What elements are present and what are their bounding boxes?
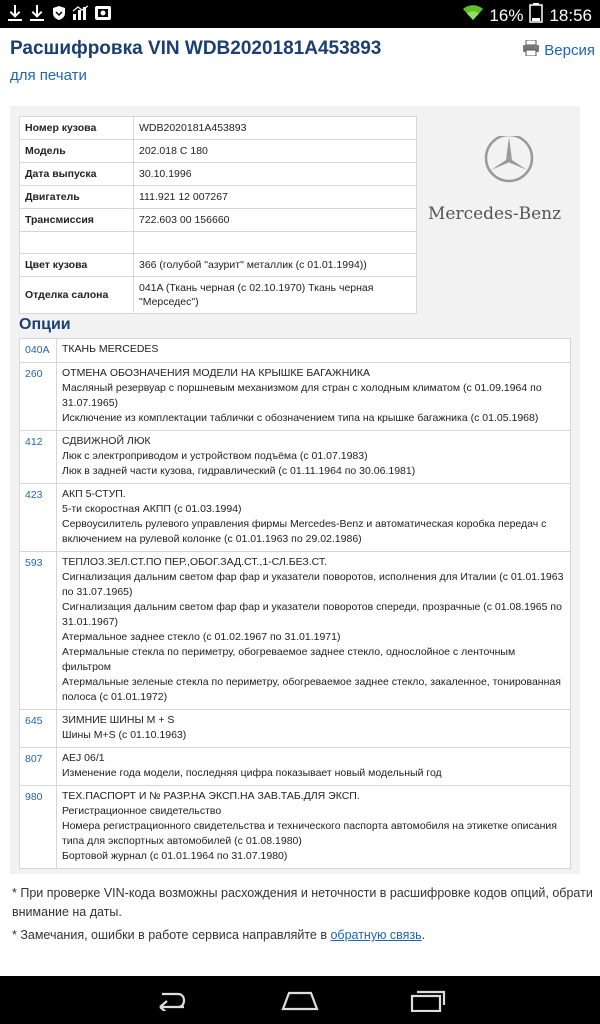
- option-code-link[interactable]: 593: [20, 552, 57, 710]
- option-title: AEJ 06/1: [62, 752, 105, 764]
- option-code-link[interactable]: 423: [20, 484, 57, 552]
- option-code-link[interactable]: 260: [20, 363, 57, 431]
- battery-percent: 16%: [489, 5, 524, 25]
- option-code-link[interactable]: 040A: [20, 339, 57, 363]
- option-detail-line: Сервоусилитель рулевого управления фирмы Mercedes-Benz и автоматическая коробка передач с включением на рулевой колонке (с 01.01.1963 по 29.02.1986): [62, 518, 547, 545]
- option-code-link[interactable]: 412: [20, 431, 57, 484]
- option-description: [57, 748, 571, 786]
- spec-row: [20, 140, 417, 163]
- recent-apps-icon: [410, 988, 446, 1012]
- spec-table: [19, 116, 417, 314]
- screenshot-icon: [94, 4, 112, 22]
- option-row: [20, 552, 571, 710]
- spec-value: 366 (голубой "азурит" металлик (с 01.01.1994)): [134, 254, 417, 277]
- option-detail-line: Изменение года модели, последняя цифра показывает новый модельный год: [62, 767, 442, 779]
- brand-logo-text: Mercedes-Benz: [428, 204, 562, 224]
- spec-value: 111.921 12 007267: [134, 186, 417, 209]
- spec-value: WDB2020181A453893: [134, 117, 417, 140]
- print-version-label-continued[interactable]: для печати: [10, 67, 87, 84]
- shield-icon: [50, 4, 68, 22]
- spec-row: [20, 277, 417, 314]
- option-detail-line: Сигнализация дальним светом фар фар и указатели поворотов, исполнения для Италии (с 01.01.1963 по 31.07.1965): [62, 571, 564, 598]
- option-row: [20, 339, 571, 363]
- option-row: [20, 710, 571, 748]
- feedback-note-text: * Замечания, ошибки в работе сервиса направляйте в: [12, 928, 331, 942]
- option-row: [20, 748, 571, 786]
- option-row: [20, 786, 571, 869]
- spec-row: [20, 209, 417, 232]
- option-row: [20, 431, 571, 484]
- option-description: [57, 363, 571, 431]
- spec-key: Цвет кузова: [20, 254, 134, 277]
- option-detail-line: Номера регистрационного свидетельства и технического паспорта автомобиля на этикетке описания типа для экспортных автомобилей (с 01.08.1980): [62, 820, 557, 847]
- home-button[interactable]: [280, 986, 320, 1014]
- option-detail-line: Регистрационное свидетельство: [62, 805, 222, 817]
- option-detail-line: Исключение из комплектации таблички с обозначением типа на крышке багажника (с 01.05.1968): [62, 412, 539, 424]
- option-row: [20, 484, 571, 552]
- system-tray: [463, 3, 592, 28]
- vin-panel: [10, 106, 580, 874]
- spec-value: 722.603 00 156660: [134, 209, 417, 232]
- clock: 18:56: [549, 5, 592, 25]
- option-detail-line: Люк с электроприводом и устройством подъёма (с 01.07.1983): [62, 450, 368, 462]
- spec-value: [134, 232, 417, 254]
- spec-row: [20, 163, 417, 186]
- download-icon: [28, 4, 46, 22]
- feedback-link[interactable]: обратную связь: [330, 928, 422, 942]
- option-detail-line: Атермальные стекла по периметру, обогреваемое заднее стекло, однослойное с ленточным фильтром: [62, 646, 516, 673]
- option-detail-line: Люк в задней части кузова, гидравлический (с 01.11.1964 по 30.06.1981): [62, 465, 416, 477]
- spec-key: Трансмиссия: [20, 209, 134, 232]
- header: [10, 38, 595, 60]
- back-icon: [154, 989, 190, 1011]
- option-title: ТЕПЛОЗ.ЗЕЛ.СТ.ПО ПЕР.,ОБОГ.ЗАД.СТ.,1-СЛ.БЕЗ.СТ.: [62, 556, 328, 568]
- spec-row: [20, 254, 417, 277]
- page-title: Расшифровка VIN WDB2020181A453893: [10, 38, 382, 59]
- back-button[interactable]: [152, 986, 192, 1014]
- option-description: [57, 339, 571, 363]
- spec-value: 30.10.1996: [134, 163, 417, 186]
- option-description: [57, 431, 571, 484]
- spec-key: Дата выпуска: [20, 163, 134, 186]
- option-description: [57, 552, 571, 710]
- option-code-link[interactable]: 807: [20, 748, 57, 786]
- print-version-link[interactable]: [522, 40, 595, 60]
- feedback-note-end: .: [421, 928, 426, 942]
- option-code-link[interactable]: 980: [20, 786, 57, 869]
- home-icon: [281, 989, 319, 1011]
- stats-icon: [72, 4, 90, 22]
- spec-row: [20, 232, 417, 254]
- download-icon: [6, 4, 24, 22]
- spec-key: Двигатель: [20, 186, 134, 209]
- spec-key: [20, 232, 134, 254]
- option-description: [57, 710, 571, 748]
- option-description: [57, 786, 571, 869]
- disclaimer-note: * При проверке VIN-кода возможны расхождения и неточности в расшифровке кодов опций, обрати внимание на даты.: [12, 886, 593, 919]
- print-version-label[interactable]: Версия: [544, 41, 595, 59]
- spec-row: [20, 117, 417, 140]
- printer-icon: [522, 40, 540, 60]
- option-detail-line: Бортовой журнал (с 01.01.1964 по 31.07.1980): [62, 850, 288, 862]
- spec-value: 041A (Ткань черная (с 02.10.1970) Ткань черная "Мерседес"): [134, 277, 417, 314]
- spec-key: Модель: [20, 140, 134, 163]
- option-detail-line: Атермальные зеленые стекла по периметру, обогреваемое заднее стекло, закаленное, тонированная полоса (с 01.01.1972): [62, 676, 561, 703]
- wifi-icon: [463, 5, 483, 26]
- spec-key: Номер кузова: [20, 117, 134, 140]
- option-detail-line: Атермальное заднее стекло (с 01.02.1967 по 31.01.1971): [62, 631, 341, 643]
- option-detail-line: Шины M+S (с 01.10.1963): [62, 729, 187, 741]
- option-title: АКП 5-СТУП.: [62, 488, 126, 500]
- recent-apps-button[interactable]: [408, 986, 448, 1014]
- option-title: ТЕХ.ПАСПОРТ И № РАЗР.НА ЭКСП.НА ЗАВ.ТАБ.ДЛЯ ЭКСП.: [62, 790, 360, 802]
- options-table: [19, 338, 571, 869]
- option-detail-line: Масляный резервуар с поршневым механизмом для стран с холодным климатом (с 01.09.1964 по 31.07.1965): [62, 382, 542, 409]
- navigation-bar: [0, 976, 600, 1024]
- option-title: ОТМЕНА ОБОЗНАЧЕНИЯ МОДЕЛИ НА КРЫШКЕ БАГАЖНИКА: [62, 367, 371, 379]
- option-title: СДВИЖНОЙ ЛЮК: [62, 435, 151, 447]
- feedback-note: [12, 926, 597, 945]
- page-content: [0, 28, 600, 976]
- option-title: ЗИМНИЕ ШИНЫ M + S: [62, 714, 175, 726]
- option-code-link[interactable]: 645: [20, 710, 57, 748]
- option-title: ТКАНЬ MERCEDES: [62, 343, 159, 355]
- spec-row: [20, 186, 417, 209]
- spec-key: Отделка салона: [20, 277, 134, 314]
- spec-value: 202.018 C 180: [134, 140, 417, 163]
- status-bar: [0, 0, 600, 28]
- option-row: [20, 363, 571, 431]
- battery-icon: [529, 3, 543, 28]
- option-detail-line: 5-ти скоростная АКПП (с 01.03.1994): [62, 503, 242, 515]
- notification-icons: [6, 4, 112, 22]
- options-title: Опции: [19, 316, 71, 333]
- option-detail-line: Сигнализация дальним светом фар фар и указатели поворотов спереди, прозрачные (с 01.08.1965 по 31.01.1967): [62, 601, 562, 628]
- option-description: [57, 484, 571, 552]
